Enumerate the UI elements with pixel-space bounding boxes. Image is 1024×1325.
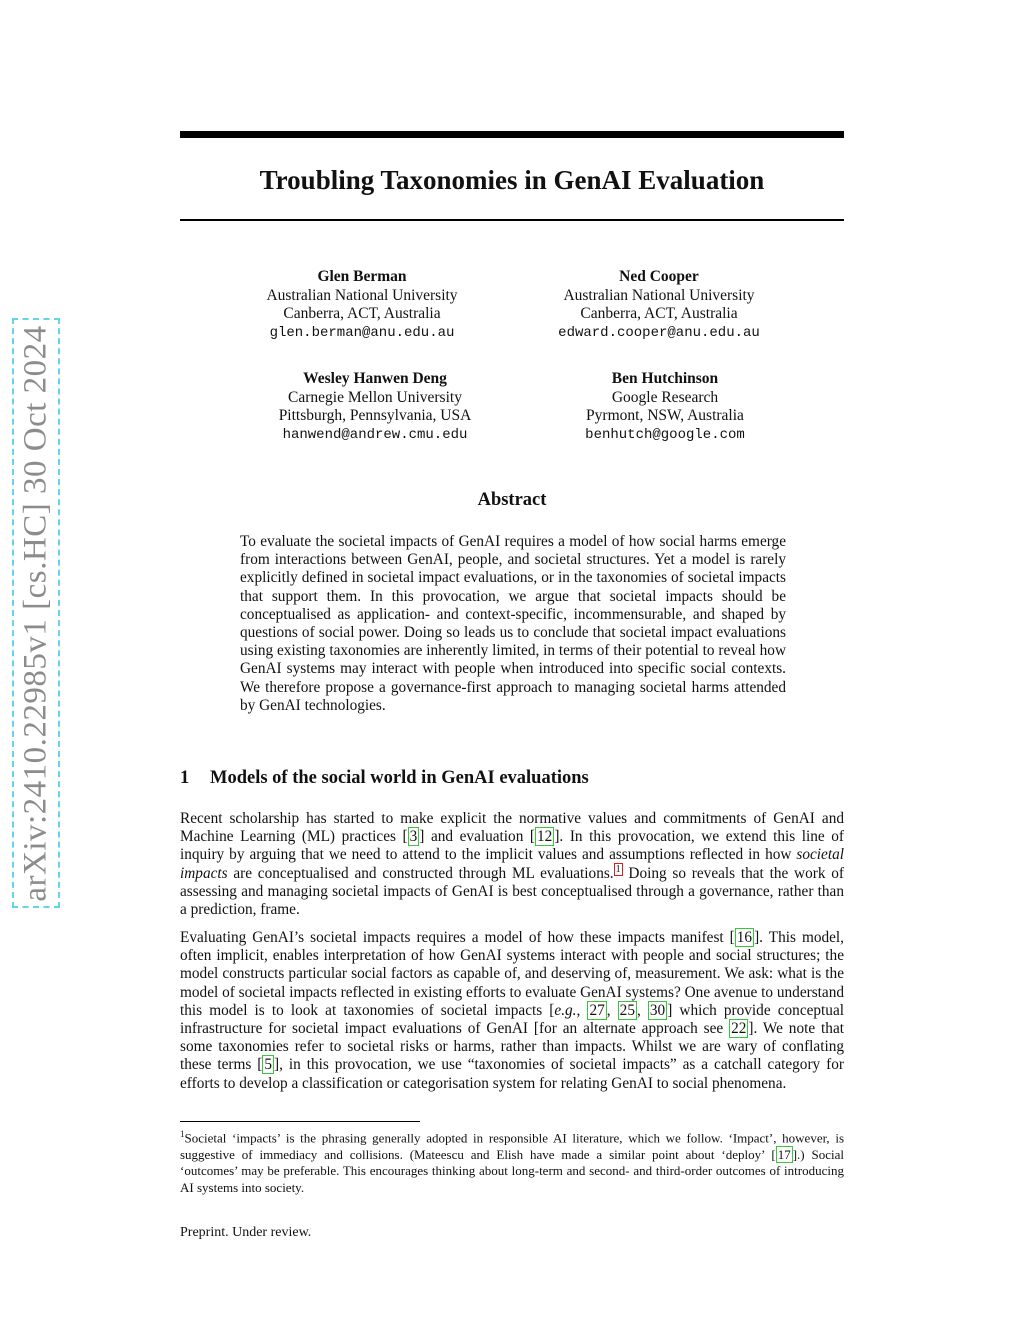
author-name: Glen Berman	[317, 268, 407, 285]
author-block-1	[202, 268, 522, 342]
text-run: Societal ‘impacts’ is the phrasing generally adopted in responsible AI literature, which we follow. ‘Impact’, however, is suggestive of immediacy and collisions. (Mateescu and Elish have made a similar point about ‘deploy’ [	[180, 1130, 844, 1162]
author-email[interactable]: edward.cooper@anu.edu.au	[558, 324, 760, 341]
paper-title: Troubling Taxonomies in GenAI Evaluation	[259, 165, 765, 195]
citation-link[interactable]: 12	[537, 828, 553, 846]
author-email[interactable]: benhutch@google.com	[585, 426, 745, 443]
text-run: ]. We note that some taxonomies refer to societal risks or harms, rather than impacts. Whilst we are wary of conflating these terms [	[180, 1020, 844, 1074]
emphasis-text: societal impacts	[180, 846, 844, 882]
text-run: Recent scholarship has started to make explicit the normative values and commitments of GenAI and Machine Learning (ML) practices [	[180, 810, 844, 846]
arxiv-identifier-stamp[interactable]	[12, 318, 60, 908]
text-run: ] which provide conceptual infrastructure for societal impact evaluations of GenAI [for an alternate approach see	[180, 1001, 844, 1038]
text-run: are conceptualised and constructed through ML evaluations.	[227, 864, 614, 882]
preprint-note: Preprint. Under review.	[180, 1225, 312, 1240]
section-number: 1	[180, 768, 190, 788]
author-name: Ned Cooper	[619, 268, 699, 285]
author-location: Pittsburgh, Pennsylvania, USA	[278, 407, 472, 425]
citation-link[interactable]: 30	[649, 1001, 666, 1019]
author-block-3	[215, 370, 535, 444]
section-title: Models of the social world in GenAI evaluations	[210, 768, 589, 788]
footnote-mark: 1	[180, 1129, 185, 1139]
text-run: ,	[636, 1001, 648, 1019]
emphasis-text: e.g.	[554, 1001, 577, 1019]
footnote-divider	[180, 1121, 420, 1122]
author-affiliation: Australian National University	[266, 286, 458, 304]
text-run: ], in this provocation, we use “taxonomies of societal impacts” as a catchall category for efforts to develop a classification or categorisation system for relating GenAI to social phenomena.	[180, 1056, 844, 1092]
title-rule-bottom	[180, 219, 844, 221]
text-run: ]. In this provocation, we extend this line of inquiry by arguing that we need to attend to the implicit values and assumptions reflected in how	[180, 828, 845, 864]
citation-link[interactable]: 17	[777, 1146, 791, 1162]
abstract-text: To evaluate the societal impacts of GenAI requires a model of how social harms emerge from interactions between GenAI, people, and societal structures. Yet a model is rarely explicitly defined in societal impact evaluations, or in the taxonomies of societal impacts that support them. In this provocation, we argue that societal impacts should be conceptualised as application- and context-specific, incommensurable, and shaped by questions of social power. Doing so leads us to conclude that societal impact evaluations using existing taxonomies are inherently limited, in terms of their potential to reveal how GenAI systems may interact with people when introduced into specific social contexts. We therefore propose a governance-first approach to managing societal harms attended by GenAI technologies.	[240, 533, 786, 714]
text-run: ,	[576, 1001, 588, 1019]
citation-link[interactable]: 22	[731, 1020, 747, 1038]
title-rule-top	[180, 131, 844, 138]
body-paragraph-1	[180, 810, 844, 919]
author-block-2	[499, 268, 819, 342]
author-affiliation: Google Research	[611, 388, 719, 406]
author-location: Canberra, ACT, Australia	[580, 305, 738, 323]
text-run: ] and evaluation [	[419, 828, 536, 846]
author-name: Wesley Hanwen Deng	[303, 370, 447, 387]
citation-link[interactable]: 16	[736, 929, 753, 946]
citation-link[interactable]: 3	[409, 828, 418, 846]
footnote	[180, 1126, 844, 1196]
footnote-link[interactable]: 1	[615, 863, 621, 875]
arxiv-identifier-text: arXiv:2410.22985v1 [cs.HC] 30 Oct 2024	[17, 324, 54, 902]
author-location: Canberra, ACT, Australia	[283, 305, 441, 323]
author-affiliation: Australian National University	[563, 286, 755, 304]
text-run: ,	[606, 1001, 618, 1019]
author-block-4	[505, 370, 825, 444]
text-run: Doing so reveals that the work of assessing and managing societal impacts of GenAI is best conceptualised through a governance, rather than a prediction, frame.	[180, 864, 844, 919]
abstract-heading: Abstract	[477, 490, 547, 510]
citation-link[interactable]: 5	[264, 1056, 273, 1074]
text-run: ]. This model, often implicit, enables interpretation of how GenAI systems interact with people and social structures; the model constructs particular social factors as capable of, and deserving of, measurement. We ask: what is the model of societal impacts reflected in existing efforts to evaluate GenAI systems? One avenue to understand this model is to look at taxonomies of societal impacts [	[180, 929, 845, 1019]
author-email[interactable]: glen.berman@anu.edu.au	[269, 324, 455, 341]
author-location: Pyrmont, NSW, Australia	[586, 407, 744, 425]
text-run: ].) Social ‘outcomes’ may be preferable. This encourages thinking about long-term and second- and third-order outcomes of introducing AI systems into society.	[180, 1146, 844, 1195]
text-run: Evaluating GenAI’s societal impacts requires a model of how these impacts manifest [	[180, 929, 735, 946]
author-affiliation: Carnegie Mellon University	[288, 388, 462, 406]
body-paragraph-2	[180, 929, 844, 1093]
section-heading	[180, 768, 844, 789]
citation-link[interactable]: 25	[619, 1001, 635, 1019]
citation-link[interactable]: 27	[589, 1001, 605, 1019]
author-name: Ben Hutchinson	[611, 370, 719, 387]
author-email[interactable]: hanwend@andrew.cmu.edu	[282, 426, 468, 443]
